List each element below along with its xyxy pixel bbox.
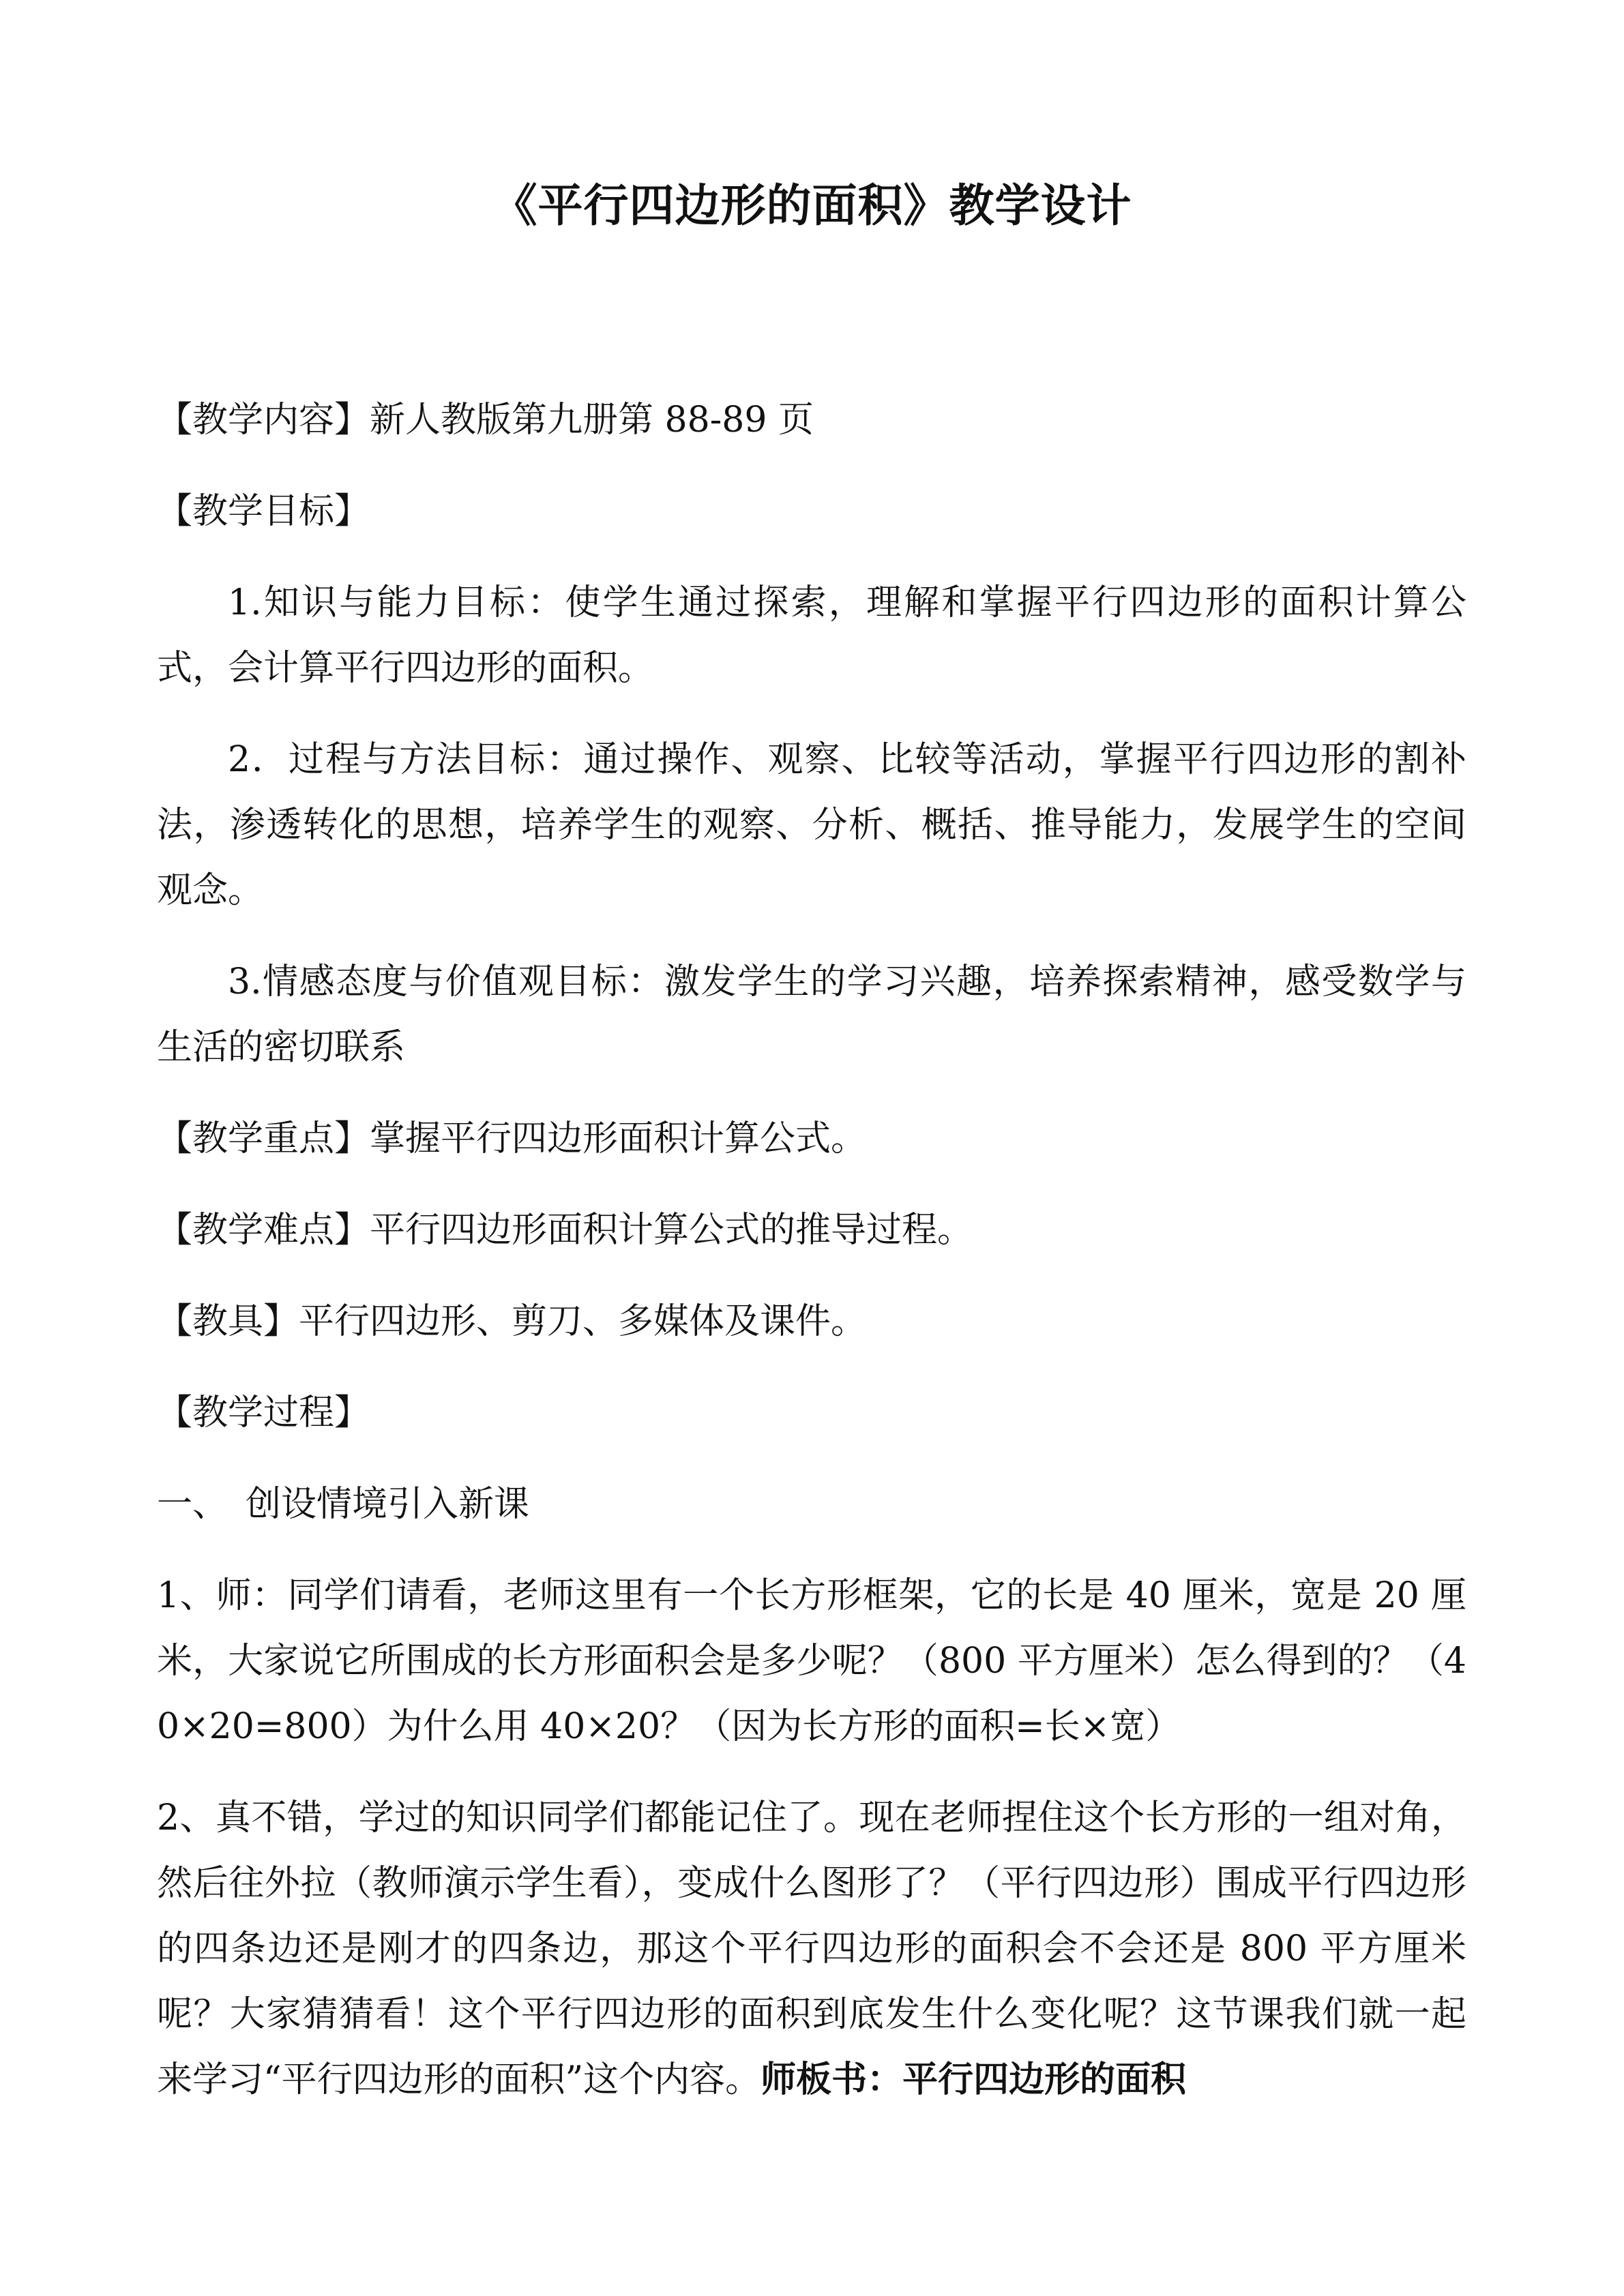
document-title: 《平行四边形的面积》教学设计 (492, 179, 1132, 232)
tools-label: 【教具】 (157, 1301, 299, 1342)
key-point-label: 【教学重点】 (157, 1118, 370, 1159)
key-point-line (157, 1106, 1466, 1172)
key-point-text: 掌握平行四边形面积计算公式。 (370, 1118, 867, 1159)
document-body (157, 387, 1466, 2138)
teaching-content-line (157, 387, 1466, 453)
tools-text: 平行四边形、剪刀、多媒体及课件。 (299, 1301, 867, 1342)
objectives-heading: 【教学目标】 (157, 491, 370, 532)
objective-item: 1.知识与能力目标：使学生通过探索，理解和掌握平行四边形的面积计算公式，会计算平行四边形的面积。 (157, 582, 1466, 689)
difficulty-label: 【教学难点】 (157, 1210, 370, 1251)
process-paragraph-text: 2、真不错，学过的知识同学们都能记住了。现在老师捏住这个长方形的一组对角，然后往外拉（教师演示学生看），变成什么图形了？（平行四边形）围成平行四边形的四条边还是刚才的四条边，那这个平行四边形的面积会不会还是 800 平方厘米呢？大家猜猜看！这个平行四边形的面积到底发生什么变化呢？这节课我们就一起来学习“平行四边形的面积”这个内容。 (157, 1798, 1466, 2100)
tools-line (157, 1289, 1466, 1354)
teaching-content-text: 新人教版第九册第 88-89 页 (370, 400, 814, 441)
process-heading: 【教学过程】 (157, 1392, 370, 1433)
difficulty-line (157, 1197, 1466, 1263)
objective-item: 3.情感态度与价值观目标：激发学生的学习兴趣，培养探索精神，感受数学与生活的密切联系 (157, 961, 1466, 1068)
board-note: 师板书：平行四边形的面积 (761, 2059, 1187, 2100)
teaching-content-label: 【教学内容】 (157, 400, 370, 441)
difficulty-text: 平行四边形面积计算公式的推导过程。 (370, 1210, 973, 1251)
process-paragraph: 1、师：同学们请看，老师这里有一个长方形框架，它的长是 40 厘米，宽是 20 厘米，大家说它所围成的长方形面积会是多少呢？（800 平方厘米）怎么得到的？（40×20=800）为什么用 40×20？（因为长方形的面积=长×宽） (157, 1575, 1466, 1747)
process-step-heading: 一、 创设情境引入新课 (157, 1484, 530, 1525)
objective-item: 2．过程与方法目标：通过操作、观察、比较等活动，掌握平行四边形的割补法，渗透转化的思想，培养学生的观察、分析、概括、推导能力，发展学生的空间观念。 (157, 739, 1466, 911)
process-paragraph-with-note (157, 1785, 1466, 2113)
